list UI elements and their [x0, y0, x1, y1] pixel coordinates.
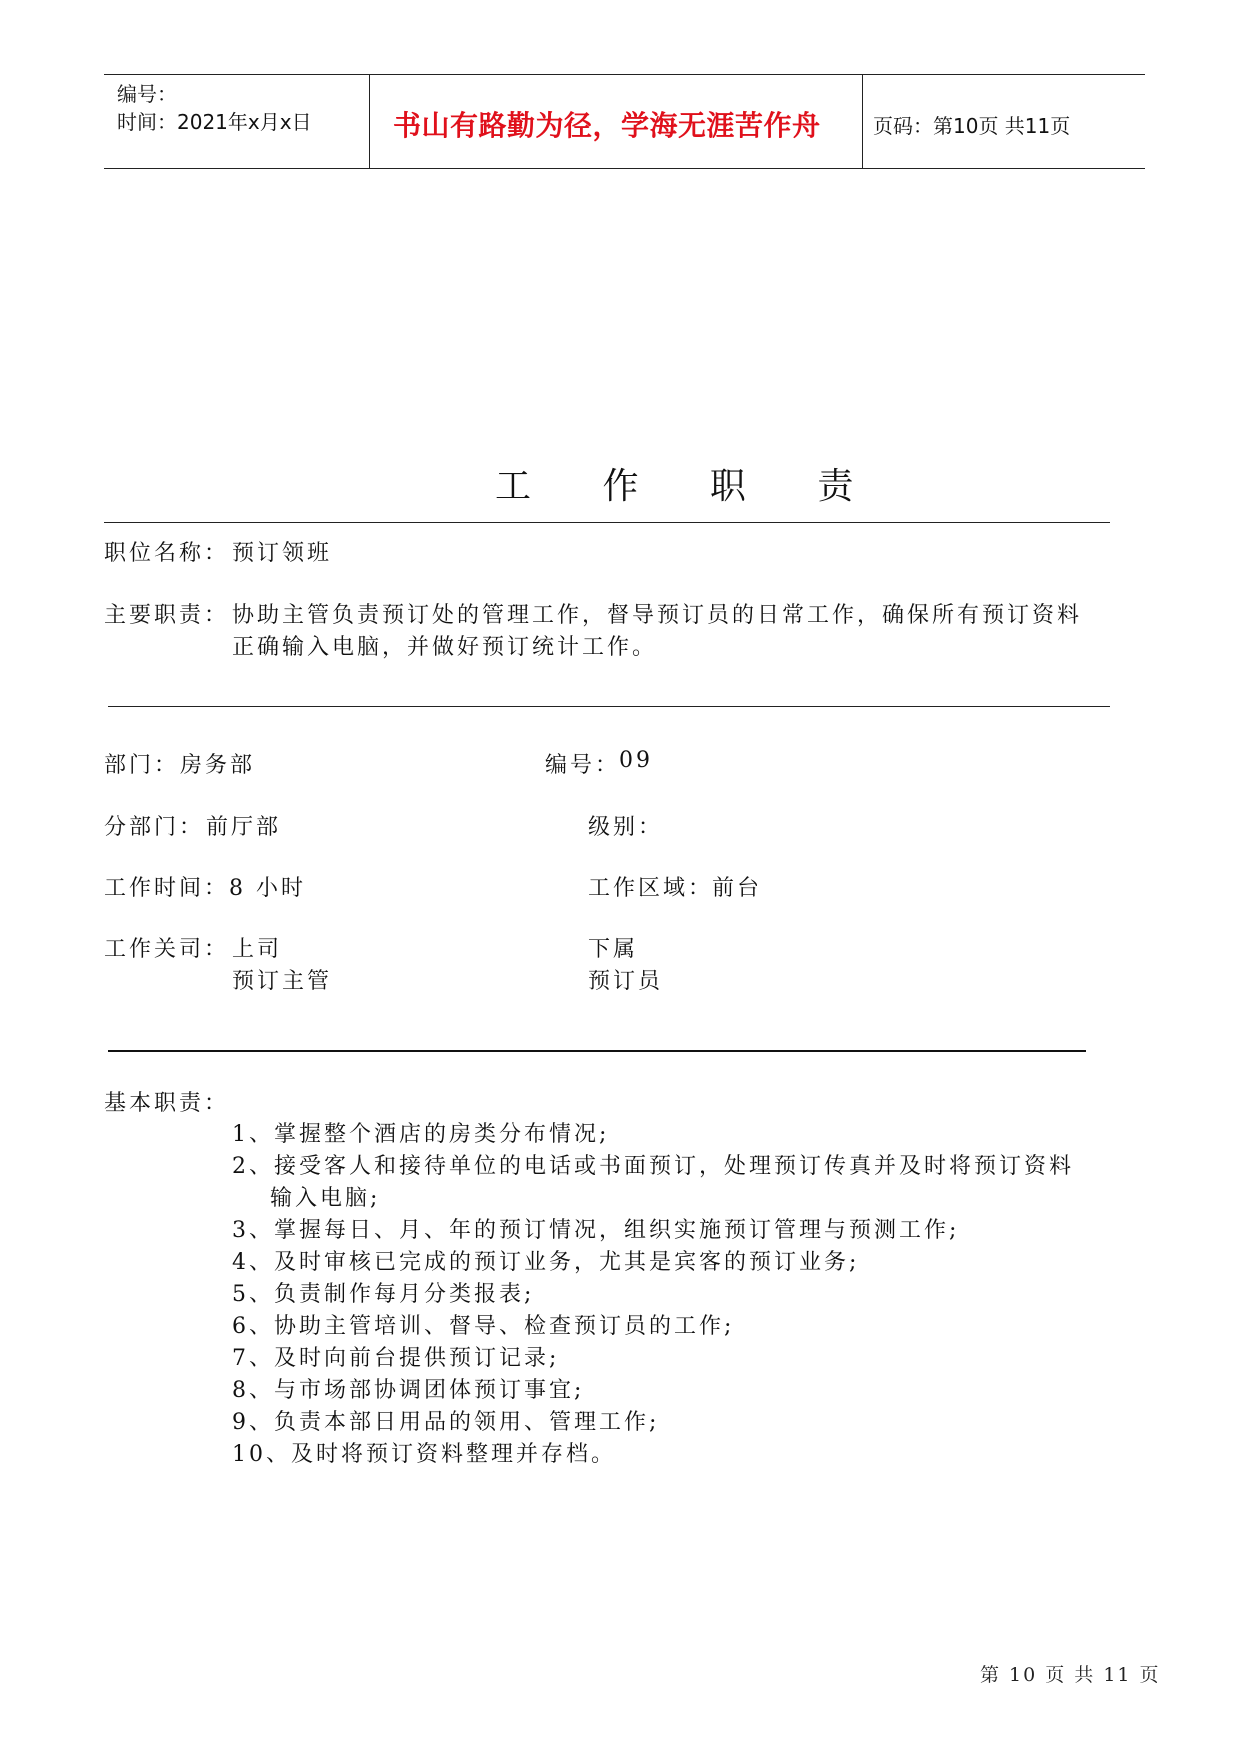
superior-label: 上司	[232, 937, 283, 962]
subdept-value: 前厅部	[206, 815, 282, 840]
list-item: 10、及时将预订资料整理并存档。	[232, 1442, 616, 1467]
header-motto: 书山有路勤为径，学海无涯苦作舟	[393, 109, 821, 142]
level-label: 级别：	[588, 815, 664, 840]
number-label: 编号：	[545, 753, 621, 778]
number-value: 09	[619, 748, 653, 773]
dept-value: 房务部	[180, 753, 256, 778]
dept-label: 部门：	[104, 753, 180, 778]
list-item: 输入电脑;	[270, 1186, 381, 1211]
list-item: 8、与市场部协调团体预订事宜;	[232, 1378, 585, 1403]
list-item: 6、协助主管培训、督导、检查预订员的工作;	[232, 1314, 735, 1339]
list-item: 5、负责制作每月分类报表;	[232, 1282, 535, 1307]
area-value: 前台	[712, 876, 763, 901]
main-duty-label: 主要职责：	[104, 603, 230, 628]
header-time-label: 时间：2021年x月x日	[117, 110, 312, 134]
list-item: 4、及时审核已完成的预订业务，尤其是宾客的预订业务;	[232, 1250, 860, 1275]
subordinate-label: 下属	[588, 937, 639, 962]
list-item: 2、接受客人和接待单位的电话或书面预订，处理预订传真并及时将预订资料	[232, 1154, 1074, 1179]
header-number-label: 编号：	[117, 82, 177, 106]
header-page-info: 页码：第10页 共11页	[873, 114, 1071, 138]
page-title: 工 作 职 责	[495, 466, 884, 507]
header-top-rule	[104, 74, 1145, 75]
area-label: 工作区域：	[588, 876, 714, 901]
footer-page-number: 第 10 页 共 11 页	[980, 1664, 1161, 1686]
title-rule	[104, 522, 1110, 523]
header-bottom-rule	[104, 168, 1145, 169]
list-item: 3、掌握每日、月、年的预订情况，组织实施预订管理与预测工作;	[232, 1218, 960, 1243]
section-rule	[108, 706, 1110, 707]
list-item: 9、负责本部日用品的领用、管理工作;	[232, 1410, 660, 1435]
list-item: 1、掌握整个酒店的房类分布情况;	[232, 1122, 610, 1147]
relation-label: 工作关司：	[104, 937, 230, 962]
section-rule-thick	[108, 1050, 1086, 1052]
list-item: 7、及时向前台提供预订记录;	[232, 1346, 560, 1371]
header-divider-left	[369, 74, 370, 168]
superior-value: 预订主管	[232, 969, 333, 994]
main-duty-line2: 正确输入电脑，并做好预订统计工作。	[232, 635, 658, 660]
subdept-label: 分部门：	[104, 815, 205, 840]
header-divider-right	[862, 74, 863, 168]
main-duty-line1: 协助主管负责预订处的管理工作，督导预订员的日常工作，确保所有预订资料	[232, 603, 1083, 628]
position-value: 预订领班	[232, 541, 333, 566]
hours-label: 工作时间：	[104, 876, 230, 901]
hours-value: 8 小时	[229, 876, 306, 901]
basic-duty-label: 基本职责：	[104, 1091, 230, 1116]
subordinate-value: 预订员	[588, 969, 664, 994]
position-label: 职位名称：	[104, 541, 230, 566]
